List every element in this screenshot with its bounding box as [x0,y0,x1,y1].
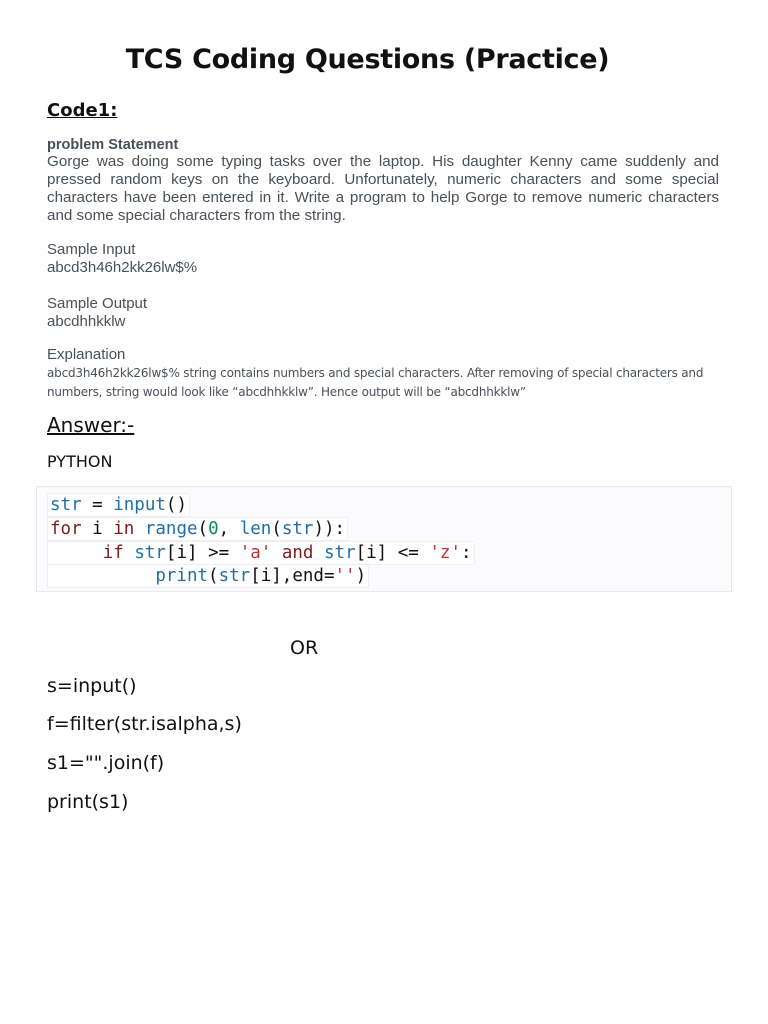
code-line-1 [47,493,190,517]
code-token: str [218,566,251,586]
code-token: [i] >= [165,543,240,563]
alt-code-line-4: print(s1) [47,791,129,813]
sample-output-value: abcdhhkklw [47,313,126,330]
answer-heading: Answer:- [47,413,135,437]
code-token [134,519,145,539]
code-token: str [134,543,166,563]
code-token: '' [334,566,356,586]
code-line-4 [47,564,369,588]
code-token: 'a' [239,543,272,563]
explanation-text: abcd3h46h2kk26lw$% string contains numbers and special characters. After removing of special characters and numbers, string would look like “abcdhhkklw”. Hence output will be “abcdhhkklw” [47,366,704,399]
alt-code-line-3: s1="".join(f) [47,752,165,774]
code-token: len [239,519,272,539]
or-separator: OR [290,637,319,659]
problem-statement-label: problem Statement [47,137,179,153]
code-token: () [165,495,187,515]
code-token [124,543,135,563]
sample-input-label: Sample Input [47,241,136,258]
code-token: [i] <= [355,543,430,563]
code-token: )): [313,519,346,539]
code-token: input [113,495,166,515]
code-token: print [155,566,209,586]
code-token: [i],end= [250,566,335,586]
code-token: ( [271,519,282,539]
section-heading: Code1: [47,100,118,121]
alt-code-line-1: s=input() [47,675,137,697]
code-token: ) [355,566,367,586]
code-token: i [81,519,114,539]
code-token: , [218,519,240,539]
code-token: : [460,543,472,563]
sample-input-value: abcd3h46h2kk26lw$% [47,259,198,276]
code-token: for [50,519,82,539]
code-token [271,543,282,563]
code-token: ( [197,519,209,539]
code-token: if [102,543,124,563]
code-token: str [50,495,82,515]
explanation-label: Explanation [47,346,126,363]
code-token: 'z' [429,543,461,563]
code-line-2 [47,517,348,541]
problem-statement-text: Gorge was doing some typing tasks over the laptop. His daughter Kenny came suddenly and pressed random keys on the keyboard. Unfortunately, numeric characters and some special characters have been entered in it. Write a program to help Gorge to remove numeric characters and some special characters from the string. [47,153,719,224]
code-token: in [113,519,135,539]
code-token [313,543,324,563]
code-token: 0 [208,519,219,539]
alt-code-line-2: f=filter(str.isalpha,s) [47,713,242,735]
code-token: ( [208,566,219,586]
page-title: TCS Coding Questions (Practice) [125,44,610,75]
code-line-3 [47,541,475,565]
code-token: range [144,519,198,539]
code-token [50,566,155,586]
code-token [50,543,103,563]
language-label: PYTHON [47,452,113,471]
code-token: and [281,543,314,563]
code-token: str [324,543,356,563]
sample-output-label: Sample Output [47,295,148,312]
code-token: = [81,495,114,515]
code-token: str [281,519,314,539]
